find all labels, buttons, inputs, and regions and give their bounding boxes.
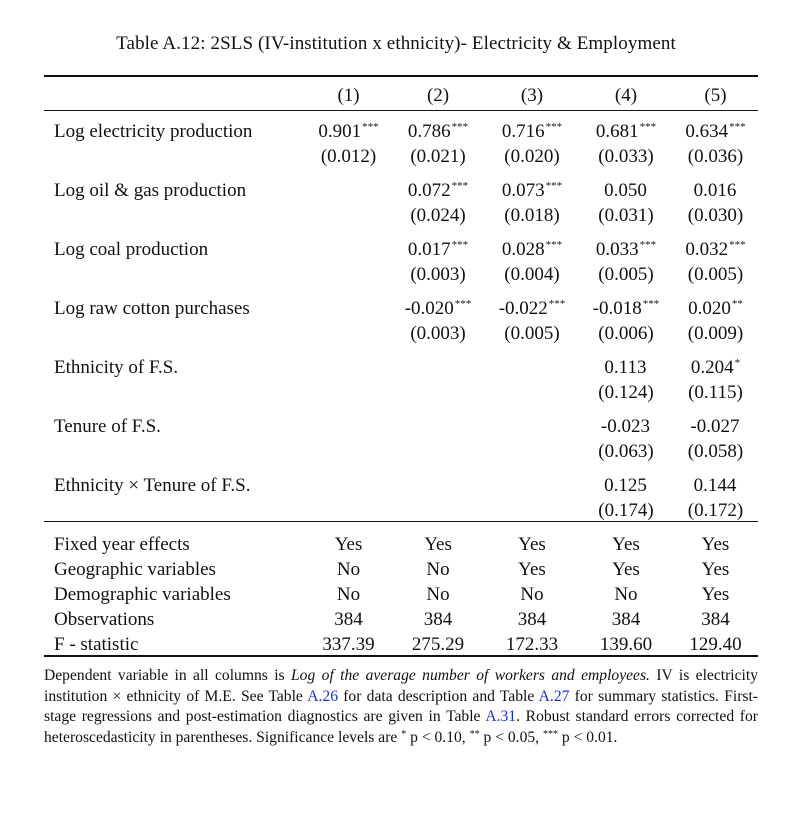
significance-stars: *** [451, 239, 469, 251]
variable-label: Log electricity production [54, 121, 253, 142]
standard-error-row [44, 203, 758, 228]
header-row [44, 82, 758, 110]
statistic-value: No [614, 584, 638, 605]
coefficient-value: 0.125 [604, 475, 647, 496]
statistic-value: No [426, 559, 450, 580]
coefficient-cell [579, 296, 673, 321]
standard-error-cell: (0.005) [598, 264, 654, 285]
statistic-value: Yes [518, 534, 546, 555]
blank-label [44, 380, 306, 405]
significance-mark: ** [469, 728, 480, 740]
statistic-label: Observations [54, 609, 155, 630]
coefficient-cell [306, 119, 391, 144]
coefficient-cell [485, 414, 579, 439]
spacer-cell [44, 346, 758, 355]
coefficient-value: 0.144 [693, 475, 737, 496]
variable-label: Log oil & gas production [54, 180, 247, 201]
statistic-value: Yes [701, 559, 730, 580]
statistic-label: F - statistic [54, 634, 139, 655]
significance-stars: *** [451, 180, 469, 192]
coefficient-cell [673, 237, 758, 262]
standard-error-row [44, 262, 758, 287]
statistic-value: Yes [701, 534, 730, 555]
coefficient-cell [673, 473, 758, 498]
coefficient-value: -0.022 [498, 298, 548, 319]
coefficient-cell [579, 237, 673, 262]
spacer-cell [44, 287, 758, 296]
standard-error-row [44, 380, 758, 405]
coefficient-cell [579, 473, 673, 498]
table-caption: Table A.12: 2SLS (IV-institution x ethnicity)- Electricity & Employment [116, 33, 676, 54]
notes-text: for summary statistics. First-stage regressions and post-estimation diagnostics are given in Table [44, 687, 758, 725]
coefficient-row [44, 355, 758, 380]
significance-stars: *** [454, 298, 472, 310]
standard-error-cell: (0.174) [598, 500, 654, 521]
standard-error-cell: (0.009) [687, 323, 744, 344]
statistic-value: No [336, 584, 361, 605]
coefficient-cell [579, 355, 673, 380]
significance-stars: *** [451, 121, 469, 133]
spacer-cell [44, 405, 758, 414]
standard-error-cell: (0.004) [504, 264, 560, 285]
variable-label: Log coal production [54, 239, 209, 260]
standard-error-row [44, 439, 758, 464]
table-reference-link[interactable]: A.26 [307, 687, 338, 705]
blank-label [44, 144, 306, 169]
coefficient-row [44, 473, 758, 498]
statistic-value: 384 [611, 609, 641, 630]
significance-stars: *** [545, 180, 563, 192]
spacer-cell [44, 110, 758, 119]
variable-label: Ethnicity × Tenure of F.S. [54, 475, 251, 496]
statistic-value: Yes [518, 559, 546, 580]
significance-stars: *** [639, 121, 657, 133]
coefficient-value: 0.028 [501, 239, 545, 260]
standard-error-cell [306, 498, 391, 523]
statistics-row [44, 532, 758, 557]
significance-stars: *** [729, 239, 746, 251]
statistic-value: Yes [612, 534, 640, 555]
column-header: (5) [704, 85, 727, 106]
statistics-row [44, 582, 758, 607]
notes-text: for data description and Table [338, 687, 539, 705]
notes-text: Dependent variable in all columns is [44, 667, 291, 684]
coefficient-cell [673, 355, 758, 380]
spacer-row [44, 110, 758, 119]
coefficient-cell [306, 237, 391, 262]
table-reference-link[interactable]: A.27 [538, 687, 570, 705]
spacer-row [44, 228, 758, 237]
notes-text: IV is electricity institution × ethnicity of M.E. See Table [44, 667, 759, 705]
top-rule [44, 75, 758, 77]
statistic-value: 384 [423, 609, 453, 630]
standard-error-cell [391, 439, 485, 464]
significance-stars: * [734, 357, 741, 369]
significance-stars: *** [729, 121, 746, 133]
standard-error-cell: (0.003) [410, 323, 466, 344]
coefficient-cell [306, 296, 391, 321]
statistic-value: No [426, 584, 450, 605]
variable-label: Ethnicity of F.S. [54, 357, 179, 378]
coefficient-cell [485, 178, 579, 203]
table-notes [44, 666, 758, 748]
statistics-row [44, 557, 758, 582]
standard-error-cell [306, 380, 391, 405]
coefficient-cell [391, 237, 485, 262]
coefficient-cell [485, 237, 579, 262]
statistic-value: 129.40 [689, 634, 742, 655]
column-header: (3) [520, 85, 544, 106]
variable-label: Log raw cotton purchases [54, 298, 250, 319]
coefficient-cell [391, 473, 485, 498]
coefficient-row [44, 119, 758, 144]
standard-error-cell: (0.020) [504, 146, 560, 167]
coefficient-cell [485, 355, 579, 380]
coefficient-cell [391, 414, 485, 439]
spacer-row [44, 169, 758, 178]
coefficient-row [44, 296, 758, 321]
statistic-value: 384 [334, 609, 363, 630]
statistic-value: No [520, 584, 544, 605]
coefficient-row [44, 414, 758, 439]
coefficient-value: 0.020 [688, 298, 731, 319]
coefficient-cell [485, 119, 579, 144]
statistic-value: No [336, 559, 361, 580]
significance-stars: *** [642, 298, 660, 310]
statistic-label: Geographic variables [54, 559, 216, 580]
blank-label [44, 439, 306, 464]
coefficient-value: 0.113 [604, 357, 647, 378]
coefficient-value: 0.716 [501, 121, 545, 142]
significance-mark: *** [542, 728, 558, 740]
column-header: (2) [426, 85, 450, 106]
standard-error-cell: (0.003) [410, 264, 466, 285]
coefficient-value: 0.016 [693, 180, 737, 201]
coefficient-cell [485, 296, 579, 321]
significance-stars: *** [545, 239, 563, 251]
significance-level: p < 0.01. [557, 728, 618, 746]
coefficient-value: 0.033 [595, 239, 639, 260]
coefficient-cell [391, 355, 485, 380]
header-blank [44, 82, 306, 110]
coefficient-value: 0.901 [318, 121, 362, 142]
significance-mark: * [401, 728, 407, 740]
variable-label: Tenure of F.S. [54, 416, 161, 437]
notes-text: . Robust standard errors corrected for heteroscedasticity in parentheses. Significance levels are [44, 708, 758, 746]
coefficient-value: -0.018 [592, 298, 642, 319]
coefficient-cell [579, 178, 673, 203]
regression-table [44, 82, 758, 657]
standard-error-cell: (0.058) [687, 441, 744, 462]
coefficient-value: 0.050 [604, 180, 647, 201]
coefficient-value: -0.027 [690, 416, 740, 437]
standard-error-cell: (0.124) [598, 382, 654, 403]
coefficient-cell [485, 473, 579, 498]
significance-stars: *** [545, 121, 563, 133]
standard-error-row [44, 144, 758, 169]
blank-label [44, 498, 306, 523]
statistic-value: 172.33 [505, 634, 559, 655]
standard-error-cell [485, 439, 579, 464]
standard-error-cell: (0.115) [688, 382, 743, 403]
coefficient-cell [391, 296, 485, 321]
coefficient-value: 0.634 [685, 121, 729, 142]
coefficient-value: 0.073 [501, 180, 545, 201]
standard-error-cell: (0.024) [410, 205, 466, 226]
statistic-value: Yes [612, 559, 640, 580]
coefficient-value: 0.681 [595, 121, 639, 142]
significance-stars: *** [362, 121, 379, 133]
coefficient-value: -0.020 [404, 298, 454, 319]
standard-error-cell [306, 439, 391, 464]
statistic-value: Yes [701, 584, 730, 605]
significance-level: p < 0.10, [406, 728, 470, 746]
coefficient-value: 0.204 [690, 357, 734, 378]
standard-error-cell: (0.006) [598, 323, 654, 344]
standard-error-cell: (0.018) [504, 205, 560, 226]
statistic-value: 384 [517, 609, 547, 630]
significance-stars: *** [548, 298, 566, 310]
standard-error-cell: (0.021) [410, 146, 466, 167]
coefficient-value: -0.023 [600, 416, 650, 437]
column-header: (4) [614, 85, 638, 106]
coefficient-cell [673, 119, 758, 144]
statistic-value: Yes [334, 534, 363, 555]
coefficient-value: 0.786 [407, 121, 451, 142]
spacer-cell [44, 228, 758, 237]
significance-stars: *** [639, 239, 657, 251]
spacer-cell [44, 523, 758, 532]
standard-error-row [44, 321, 758, 346]
coefficient-cell [391, 119, 485, 144]
standard-error-cell [485, 498, 579, 523]
spacer-row [44, 523, 758, 532]
standard-error-cell: (0.063) [598, 441, 654, 462]
spacer-cell [44, 169, 758, 178]
blank-label [44, 203, 306, 228]
spacer-row [44, 405, 758, 414]
standard-error-cell [391, 380, 485, 405]
coefficient-value: 0.032 [685, 239, 729, 260]
spacer-row [44, 464, 758, 473]
coefficient-cell [391, 178, 485, 203]
spacer-row [44, 346, 758, 355]
standard-error-cell: (0.172) [687, 500, 744, 521]
standard-error-cell [391, 498, 485, 523]
coefficient-cell [306, 414, 391, 439]
standard-error-cell: (0.005) [687, 264, 744, 285]
statistics-row [44, 607, 758, 632]
coefficient-cell [306, 178, 391, 203]
coefficient-row [44, 178, 758, 203]
spacer-cell [44, 464, 758, 473]
coefficient-cell [673, 414, 758, 439]
statistic-label: Fixed year effects [54, 534, 190, 555]
blank-label [44, 321, 306, 346]
coefficient-cell [673, 178, 758, 203]
column-header: (1) [337, 85, 360, 106]
significance-level: p < 0.05, [479, 728, 543, 746]
standard-error-cell: (0.005) [504, 323, 560, 344]
statistics-row [44, 632, 758, 657]
statistic-value: 337.39 [322, 634, 375, 655]
coefficient-cell [579, 414, 673, 439]
table-reference-link[interactable]: A.31 [485, 708, 517, 725]
statistic-value: 275.29 [411, 634, 465, 655]
coefficient-value: 0.017 [407, 239, 451, 260]
standard-error-cell [306, 262, 391, 287]
coefficient-cell [579, 119, 673, 144]
coefficient-cell [306, 355, 391, 380]
notes-dependent-variable: Log of the average number of workers and employees. [291, 667, 650, 684]
blank-label [44, 262, 306, 287]
spacer-row [44, 287, 758, 296]
statistic-value: 384 [701, 609, 730, 630]
standard-error-row [44, 498, 758, 523]
standard-error-cell [485, 380, 579, 405]
standard-error-cell: (0.033) [598, 146, 654, 167]
statistic-label: Demographic variables [54, 584, 231, 605]
significance-stars: ** [731, 298, 743, 310]
statistic-value: 139.60 [599, 634, 653, 655]
standard-error-cell: (0.031) [598, 205, 654, 226]
coefficient-value: 0.072 [407, 180, 451, 201]
coefficient-cell [306, 473, 391, 498]
standard-error-cell: (0.030) [687, 205, 744, 226]
statistic-value: Yes [424, 534, 452, 555]
coefficient-row [44, 237, 758, 262]
standard-error-cell [306, 321, 391, 346]
standard-error-cell: (0.012) [320, 146, 377, 167]
standard-error-cell [306, 203, 391, 228]
standard-error-cell: (0.036) [687, 146, 744, 167]
coefficient-cell [673, 296, 758, 321]
